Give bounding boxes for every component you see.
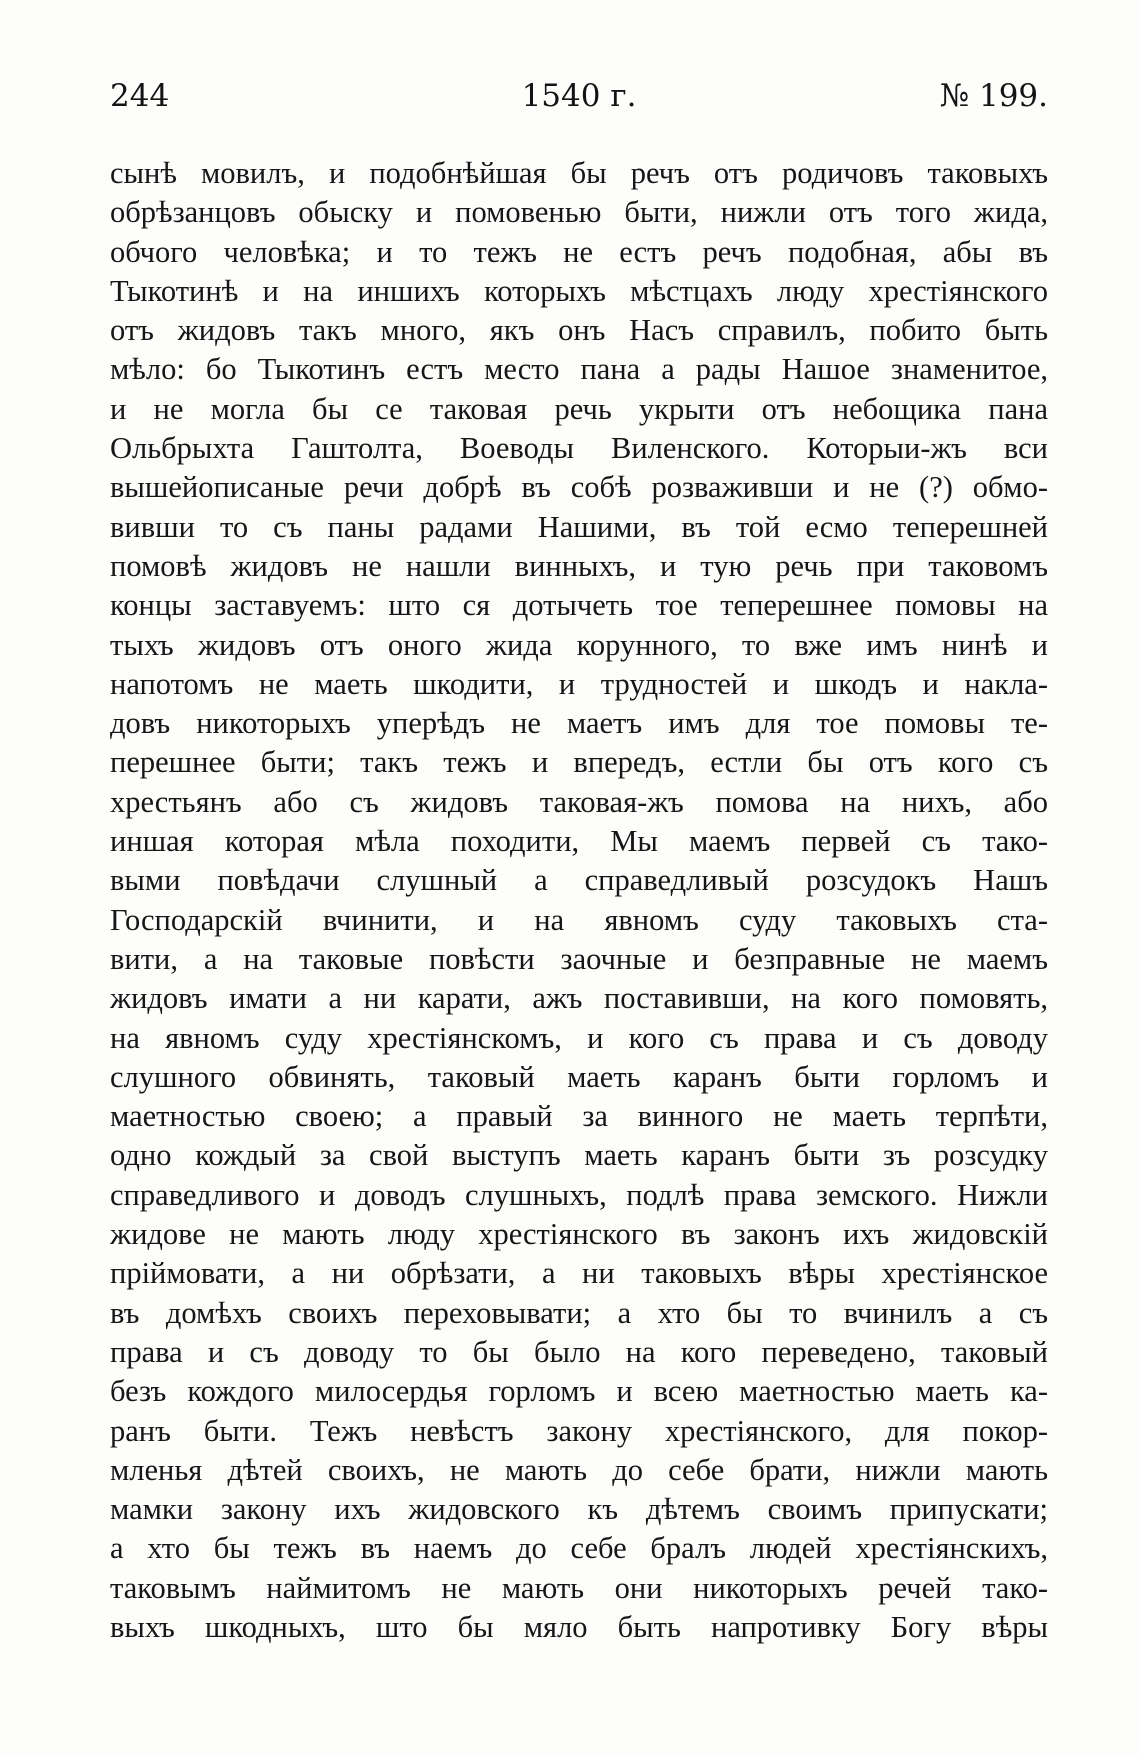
text-line: въ домѣхъ своихъ переховывати; а хто бы то вчинилъ а съ	[110, 1295, 1048, 1330]
text-line: выми повѣдачи слушный а справедливый розсудокъ Нашъ	[110, 863, 1048, 898]
text-line: обрѣзанцовъ обыску и помовенью быти, нижли отъ того жида,	[110, 195, 1048, 230]
text-line: иншая которая мѣла походити, Мы маемъ первей съ тако-	[110, 824, 1048, 859]
text-line: вышейописаные речи добрѣ въ собѣ розваживши и не (?) обмо-	[110, 470, 1048, 505]
text-line: концы заставуемъ: што ся дотычеть тое теперешнее помовы на	[110, 588, 1048, 623]
text-line: маетностью своею; а правый за винного не маеть терпѣти,	[110, 1099, 1048, 1134]
text-line: сынѣ мовилъ, и подобнѣйшая бы речъ отъ родичовъ таковыхъ	[110, 156, 1048, 190]
text-line: мамки закону ихъ жидовского къ дѣтемъ своимъ припускати;	[110, 1492, 1048, 1527]
text-line: безъ кождого милосердья горломъ и всею маетностью маеть ка-	[110, 1374, 1048, 1409]
text-line: перешнее быти; такъ тежъ и впередъ, естли бы отъ кого съ	[110, 745, 1048, 780]
text-line: отъ жидовъ такъ много, якъ онъ Насъ справилъ, побито быть	[110, 313, 1048, 348]
text-line: напотомъ не маеть шкодити, и трудностей и шкодъ и накла-	[110, 666, 1048, 701]
text-line: помовѣ жидовъ не нашли винныхъ, и тую речь при таковомъ	[110, 548, 1048, 583]
header-page-number: 244	[110, 78, 170, 114]
page-header	[110, 78, 1048, 128]
body-text	[110, 154, 1048, 1647]
text-line: ранъ быти. Тежъ невѣстъ закону хрестіянского, для покор-	[110, 1413, 1048, 1448]
text-line: права и съ доводу то бы было на кого переведено, таковый	[110, 1334, 1048, 1369]
text-line: обчого человѣка; и то тежъ не естъ речъ подобная, абы въ	[110, 234, 1048, 269]
text-line: вивши то съ паны радами Нашими, въ той есмо теперешней	[110, 509, 1048, 544]
text-line: мѣло: бо Тыкотинъ естъ место пана а рады Нашое знаменитое,	[110, 352, 1048, 387]
text-line: Ольбрыхта Гаштолта, Воеводы Виленского. Которыи-жъ вси	[110, 431, 1048, 466]
text-line: довъ никоторыхъ уперѣдъ не маетъ имъ для тое помовы те-	[110, 706, 1048, 741]
text-line: слушного обвинять, таковый маеть каранъ быти горломъ и	[110, 1059, 1048, 1094]
text-line: Тыкотинѣ и на иншихъ которыхъ мѣстцахъ люду хрестіянского	[110, 273, 1048, 308]
text-line: жидове не мають люду хрестіянского въ законъ ихъ жидовскій	[110, 1217, 1048, 1252]
text-line: и не могла бы се таковая речь укрыти отъ небощика пана	[110, 391, 1048, 426]
header-year: 1540 г.	[521, 78, 637, 114]
header-document-number: № 199.	[939, 78, 1048, 114]
text-line: жидовъ имати а ни карати, ажъ поставивши, на кого помовять,	[110, 981, 1048, 1016]
text-line: на явномъ суду хрестіянскомъ, и кого съ права и съ доводу	[110, 1020, 1048, 1055]
text-line: справедливого и доводъ слушныхъ, подлѣ права земского. Нижли	[110, 1177, 1048, 1212]
text-line: таковымъ наймитомъ не мають они никоторыхъ речей тако-	[110, 1570, 1048, 1605]
text-line: вити, а на таковые повѣсти заочные и безправные не маемъ	[110, 941, 1048, 976]
text-line: тыхъ жидовъ отъ оного жида корунного, то вже имъ нинѣ и	[110, 627, 1048, 662]
text-line: мленья дѣтей своихъ, не мають до себе брати, нижли мають	[110, 1452, 1048, 1487]
text-line: пріймовати, а ни обрѣзати, а ни таковыхъ вѣры хрестіянское	[110, 1256, 1048, 1291]
text-line: Господарскій вчинити, и на явномъ суду таковыхъ ста-	[110, 902, 1048, 937]
text-line: хрестьянъ або съ жидовъ таковая-жъ помова на нихъ, або	[110, 784, 1048, 819]
text-line: выхъ шкодныхъ, што бы мяло быть напротивку Богу вѣры	[110, 1609, 1048, 1644]
text-line: а хто бы тежъ въ наемъ до себе бралъ людей хрестіянскихъ,	[110, 1531, 1048, 1566]
text-line: одно кождый за свой выступъ маеть каранъ быти зъ розсудку	[110, 1138, 1048, 1173]
